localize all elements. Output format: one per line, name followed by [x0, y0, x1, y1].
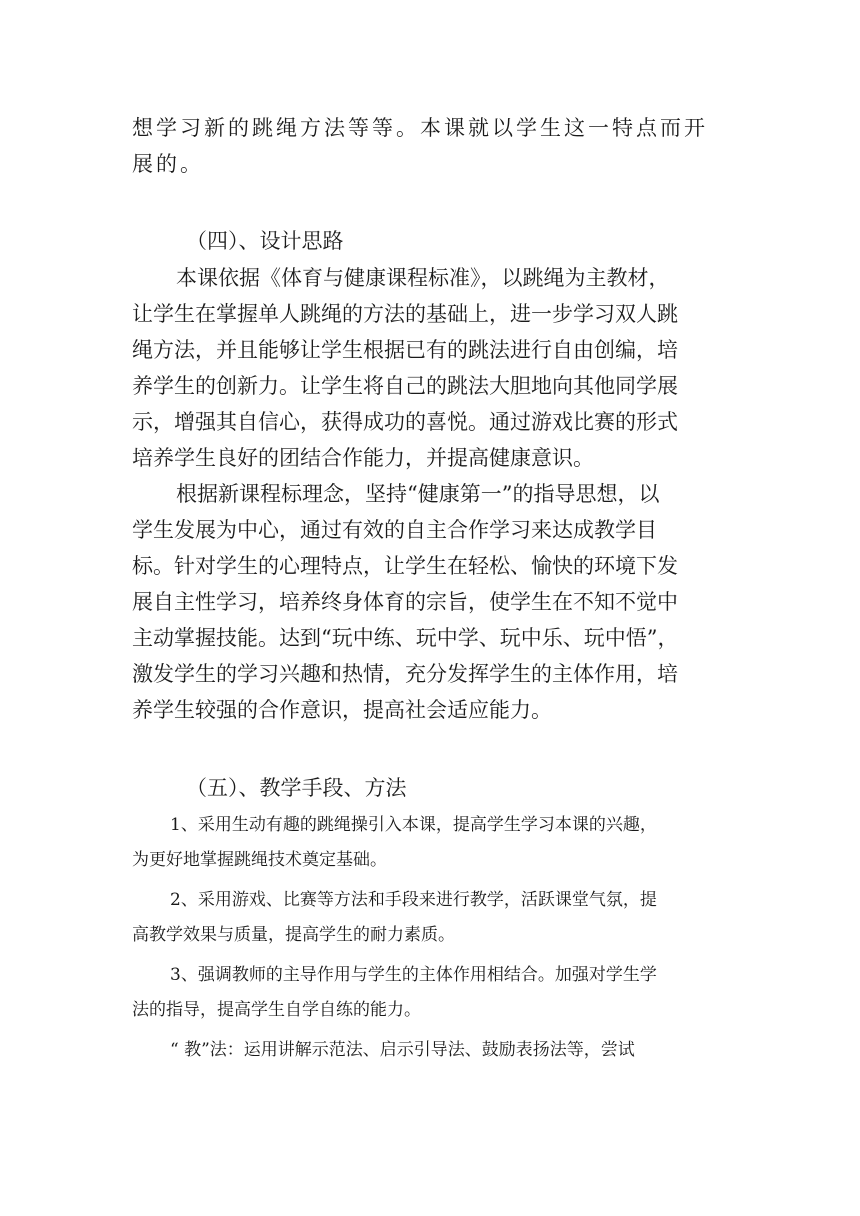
list-item-line: 为更好地掌握跳绳技术奠定基础。: [132, 850, 387, 870]
paragraph-line: 展自主性学习，培养终身体育的宗旨，使学生在不知不觉中: [132, 590, 678, 614]
section-heading-5: （五）、教学手段、方法: [186, 776, 407, 800]
paragraph-line: 绳方法，并且能够让学生根据已有的跳法进行自由创编，培: [132, 338, 678, 362]
paragraph-line: 培养学生良好的团结合作能力，并提高健康意识。: [132, 446, 594, 470]
paragraph-line: 让学生在掌握单人跳绳的方法的基础上，进一步学习双人跳: [132, 302, 678, 326]
paragraph-line: 激发学生的学习兴趣和热情，充分发挥学生的主体作用，培: [132, 662, 678, 686]
paragraph-line: 主动掌握技能。达到“玩中练、玩中学、玩中乐、玩中悟”，: [132, 626, 679, 650]
list-item-line: 法的指导，提高学生自学自练的能力。: [132, 1000, 421, 1020]
paragraph-line: 养学生较强的合作意识，提高社会适应能力。: [132, 698, 552, 722]
paragraph-line: 展的。: [132, 152, 204, 176]
paragraph-line: 学生发展为中心，通过有效的自主合作学习来达成教学目: [132, 518, 657, 542]
paragraph-line: 标。针对学生的心理特点，让学生在轻松、愉快的环境下发: [132, 554, 678, 578]
section-heading-4: （四）、设计思路: [186, 229, 344, 253]
paragraph-line: 养学生的创新力。让学生将自己的跳法大胆地向其他同学展: [132, 374, 678, 398]
method-line: “ 教”法：运用讲解示范法、启示引导法、鼓励表扬法等，尝试: [170, 1040, 635, 1060]
paragraph-line: 根据新课程标理念，坚持“健康第一”的指导思想，以: [176, 482, 660, 506]
list-item-line: 2、采用游戏、比赛等方法和手段来进行教学，活跃课堂气氛，提: [170, 890, 657, 910]
list-item-line: 3、强调教师的主导作用与学生的主体作用相结合。加强对学生学: [170, 965, 657, 985]
paragraph-line: 示，增强其自信心，获得成功的喜悦。通过游戏比赛的形式: [132, 410, 678, 434]
paragraph-line: 想学习新的跳绳方法等等。本课就以学生这一特点而开: [132, 116, 708, 140]
paragraph-line: 本课依据《体育与健康课程标准》，以跳绳为主教材，: [176, 266, 670, 290]
list-item-line: 高教学效果与质量，提高学生的耐力素质。: [132, 925, 455, 945]
list-item-line: 1、采用生动有趣的跳绳操引入本课，提高学生学习本课的兴趣，: [170, 815, 657, 835]
